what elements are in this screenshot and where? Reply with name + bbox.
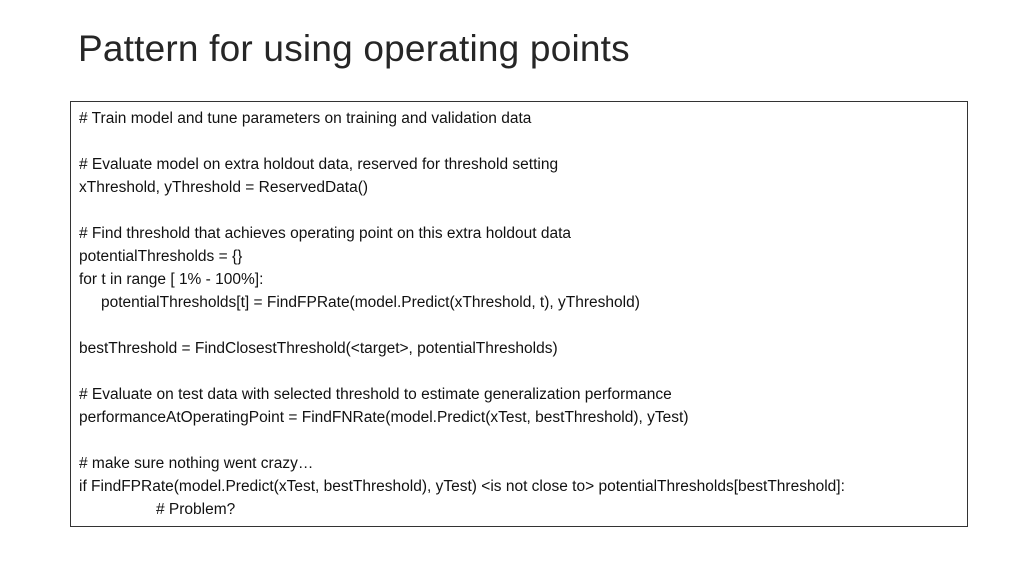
slide-title: Pattern for using operating points [78,28,630,69]
code-line: # Evaluate on test data with selected threshold to estimate generalization performance [79,386,672,403]
code-line: potentialThresholds[t] = FindFPRate(model.Predict(xThreshold, t), yThreshold) [101,294,640,311]
code-line: bestThreshold = FindClosestThreshold(<target>, potentialThresholds) [79,340,558,357]
blank-line [79,130,967,153]
blank-line [79,429,967,452]
code-box [70,101,968,527]
code-line: # Problem? [156,501,236,518]
code-line: # make sure nothing went crazy… [79,455,314,472]
code-line: # Evaluate model on extra holdout data, reserved for threshold setting [79,156,559,173]
code-line: for t in range [ 1% - 100%]: [79,271,264,288]
code-line: # Train model and tune parameters on training and validation data [79,110,532,127]
code-line: xThreshold, yThreshold = ReservedData() [79,179,369,196]
code-line: if FindFPRate(model.Predict(xTest, bestThreshold), yTest) <is not close to> potentialThresholds[bestThreshold]: [79,478,845,495]
blank-line [79,314,967,337]
code-line: # Find threshold that achieves operating point on this extra holdout data [79,225,572,242]
code-line: performanceAtOperatingPoint = FindFNRate(model.Predict(xTest, bestThreshold), yTest) [79,409,689,426]
code-line: potentialThresholds = {} [79,248,243,265]
blank-line [79,199,967,222]
blank-line [79,360,967,383]
